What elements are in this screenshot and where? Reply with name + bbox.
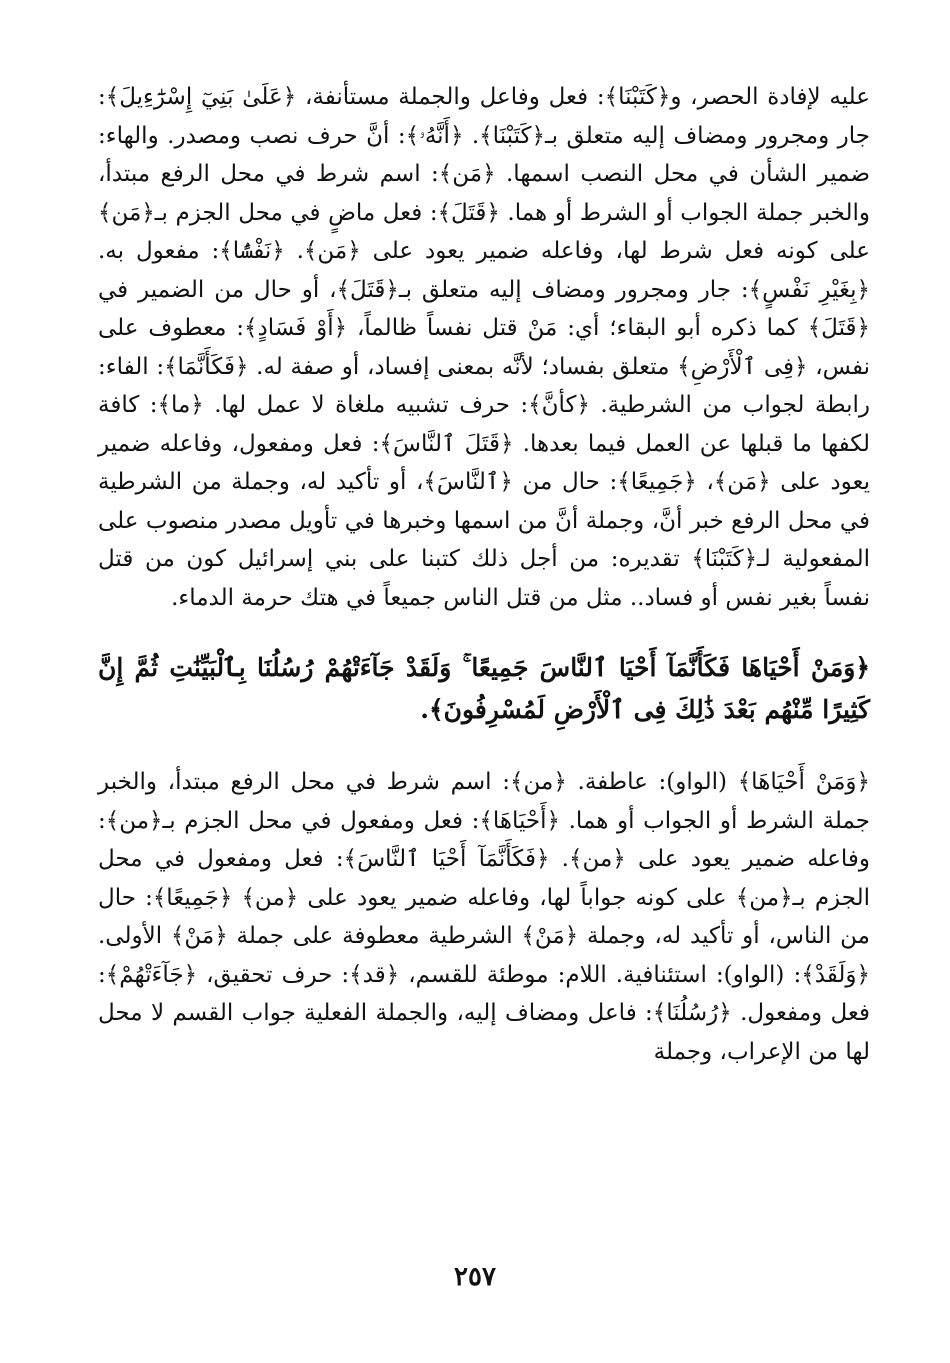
- commentary-paragraph-2: ﴿وَمَنْ أَحْيَاهَا﴾ (الواو): عاطفة. ﴿من﴾: اسم شرط في محل الرفع مبتدأ، والخبر جملة الشرط أو الجواب أو هما. ﴿أَحْيَاهَا﴾: فعل ومفعول في محل الجزم بـ﴿من﴾: وفاعله ضمير يعود على ﴿من﴾. ﴿فَكَأَنَّمَآ أَحْيَا ٱلنَّاسَ﴾: فعل ومفعول في محل الجزم بـ﴿من﴾ على كونه جواباً لها، وفاعله ضمير يعود على ﴿من﴾ ﴿جَمِيعًا﴾: حال من الناس، أو تأكيد له، وجملة ﴿مَنْ﴾ الشرطية معطوفة على جملة ﴿مَنْ﴾ الأولى. ﴿وَلَقَدْ﴾: (الواو): استئنافية. اللام: موطئة للقسم، ﴿قد﴾: حرف تحقيق، ﴿جَآءَتْهُمْ﴾: فعل ومفعول. ﴿رُسُلُنَا﴾: فاعل ومضاف إليه، والجملة الفعلية جواب القسم لا محل لها من الإعراب، وجملة: [98, 769, 870, 1065]
- page-body: [98, 78, 870, 1071]
- page-number: ٢٥٧: [454, 1262, 496, 1292]
- commentary-paragraph-1: عليه لإفادة الحصر، و﴿كَتَبْنَا﴾: فعل وفاعل والجملة مستأنفة، ﴿عَلَىٰ بَنِيٓ إِسْرَٰٓءِيلَ﴾: جار ومجرور ومضاف إليه متعلق بـ﴿كَتَبْنَا﴾. ﴿أَنَّهُۥ﴾: أنَّ حرف نصب ومصدر. والهاء: ضمير الشأن في محل النصب اسمها. ﴿مَن﴾: اسم شرط في محل الرفع مبتدأ، والخبر جملة الجواب أو الشرط أو هما. ﴿قَتَلَ﴾: فعل ماضٍ في محل الجزم بـ﴿مَن﴾ على كونه فعل شرط لها، وفاعله ضمير يعود على ﴿مَن﴾. ﴿نَفْسًۢا﴾: مفعول به. ﴿بِغَيْرِ نَفْسٍ﴾: جار ومجرور ومضاف إليه متعلق بـ﴿قَتَلَ﴾، أو حال من الضمير في ﴿قَتَلَ﴾ كما ذكره أبو البقاء؛ أي: مَنْ قتل نفساً ظالماً، ﴿أَوْ فَسَادٍ﴾: معطوف على نفس، ﴿فِى ٱلْأَرْضِ﴾ متعلق بفساد؛ لأنَّه بمعنى إفساد، أو صفة له. ﴿فَكَأَنَّمَا﴾: الفاء: رابطة لجواب من الشرطية. ﴿كأنَّ﴾: حرف تشبيه ملغاة لا عمل لها. ﴿ما﴾: كافة لكفها ما قبلها عن العمل فيما بعدها. ﴿قَتَلَ ٱلنَّاسَ﴾: فعل ومفعول، وفاعله ضمير يعود على ﴿مَن﴾، ﴿جَمِيعًا﴾: حال من ﴿ٱلنَّاسَ﴾، أو تأكيد له، وجملة من الشرطية في محل الرفع خبر أنَّ، وجملة أنَّ من اسمها وخبرها في تأويل مصدر منصوب على المفعولية لـ﴿كَتَبْنَا﴾ تقديره: من أجل ذلك كتبنا على بني إسرائيل كون من قتل نفساً بغير نفس أو فساد.. مثل من قتل الناس جميعاً في هتك حرمة الدماء.: [98, 84, 870, 611]
- quran-verse: ﴿وَمَنْ أَحْيَاهَا فَكَأَنَّمَآ أَحْيَا ٱلنَّاسَ جَمِيعًا ۚ وَلَقَدْ جَآءَتْهُمْ رُسُلُنَا بِٱلْبَيِّنَٰتِ ثُمَّ إِنَّ كَثِيرًا مِّنْهُم بَعْدَ ذَٰلِكَ فِى ٱلْأَرْضِ لَمُسْرِفُونَ﴾.: [98, 653, 870, 724]
